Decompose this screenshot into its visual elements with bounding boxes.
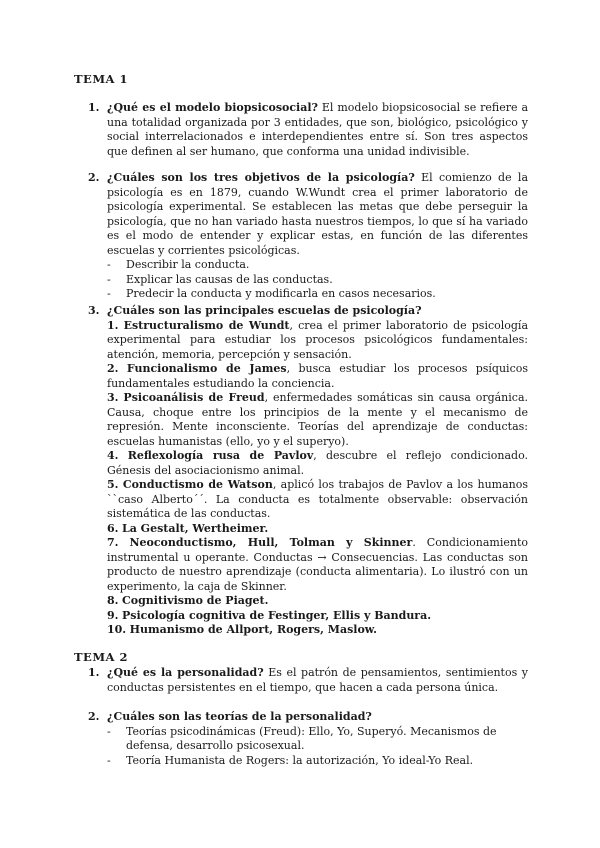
school-description: . Condicionamiento instrumental u operante. Conductas → Consecuencias. Las conductas son producto de nuestro aprendizaje (conducta alimentaria). Lo ilustró con un experimento, la caja de Skinner.	[107, 536, 529, 593]
question-title: ¿Qué es el modelo biopsicosocial?	[107, 101, 318, 114]
school-item	[107, 449, 528, 478]
school-name: Psicología cognitiva de Festinger, Ellis y Bandura.	[121, 608, 432, 622]
question-title: ¿Qué es la personalidad?	[107, 666, 264, 679]
school-description: , busca estudiar los procesos psíquicos fundamentales estudiando la conciencia.	[107, 362, 529, 390]
school-name: Psicoanálisis de Freud	[123, 391, 265, 404]
school-name: Estructuralismo de Wundt	[123, 318, 290, 332]
question-answer: El modelo biopsicosocial se refiere a una totalidad organizada por 3 entidades, que son, biológico, psicológico y social interrelacionados e interdependientes entre sí. Son tres aspectos que definen al ser humano, que conforma una unidad indivisible.	[107, 101, 529, 158]
list-item: - Predecir la conducta y modificarla en casos necesarios.	[107, 287, 528, 302]
school-item	[107, 391, 528, 449]
question-answer: Es el patrón de pensamientos, sentimientos y conductas persistentes en el tiempo, que hacen a cada persona única.	[107, 666, 528, 694]
school-number: 7.	[107, 536, 119, 549]
question-body	[107, 710, 528, 725]
school-description: , enfermedades somáticas sin causa orgánica. Causa, choque entre los principios de la mente y el mecanismo de represión. Mente inconsciente. Teorías del aprendizaje de conductas: escuelas humanistas (ello, yo y el superyo).	[107, 391, 529, 448]
question-body	[107, 304, 528, 319]
school-name: Neoconductismo, Hull, Tolman y Skinner	[129, 536, 413, 549]
question-title: ¿Cuáles son las principales escuelas de psicología?	[107, 304, 422, 317]
question-block-3	[88, 304, 528, 638]
school-item	[107, 536, 528, 594]
school-item	[107, 319, 528, 363]
school-name: La Gestalt, Wertheimer.	[121, 521, 269, 535]
school-name: Cognitivismo de Piaget.	[121, 594, 269, 607]
question-block-2	[88, 171, 528, 302]
school-number: 5.	[107, 478, 119, 491]
question-title: ¿Cuáles son las teorías de la personalidad?	[107, 710, 372, 723]
question-block-t2-2	[88, 710, 528, 768]
question-body	[107, 666, 528, 695]
school-name: Reflexología rusa de Pavlov	[127, 449, 314, 462]
school-description: , aplicó los trabajos de Pavlov a los humanos ``caso Alberto´´. La conducta es totalmente observable: observación sistemática de las conductas.	[107, 478, 529, 520]
school-description: , crea el primer laboratorio de psicología experimental para estudiar los procesos psicológicos fundamentales: atención, memoria, percepción y sensación.	[107, 318, 529, 361]
question-block-t2-1	[88, 666, 528, 695]
school-number: 2.	[107, 362, 119, 375]
school-description: , descubre el reflejo condicionado. Génesis del asociacionismo animal.	[107, 449, 528, 477]
school-number: 1.	[107, 318, 119, 332]
school-item	[107, 623, 528, 638]
tema-2-heading: TEMA 2	[74, 650, 128, 664]
question-number: 3.	[88, 304, 100, 317]
list-item: - Teorías psicodinámicas (Freud): Ello, Yo, Superyó. Mecanismos de defensa, desarrollo psicosexual.	[107, 725, 528, 754]
tema-1-heading: TEMA 1	[74, 72, 128, 86]
objectives-list	[88, 258, 528, 302]
school-item	[107, 362, 528, 391]
school-item	[107, 478, 528, 522]
list-item: - Teoría Humanista de Rogers: la autorización, Yo ideal-Yo Real.	[107, 754, 528, 769]
question-answer: El comienzo de la psicología es en 1879, cuando W.Wundt crea el primer laboratorio de psicología experimental. Se establecen las metas que debe perseguir la psicología, que no han variado hasta nuestros tiempos, lo que sí ha variado es el modo de entender y explicar estas, en función de las diferentes escuelas y corrientes psicológicas.	[107, 171, 529, 257]
school-number: 4.	[107, 449, 119, 462]
school-number: 9.	[107, 608, 119, 622]
question-number: 2.	[88, 171, 100, 184]
school-name: Conductismo de Watson	[122, 478, 273, 491]
school-number: 3.	[107, 391, 119, 404]
question-title: ¿Cuáles son los tres objetivos de la psicología?	[107, 171, 415, 184]
question-number: 1.	[88, 666, 100, 679]
school-item	[107, 609, 528, 624]
theories-list	[88, 725, 528, 769]
school-item	[107, 522, 528, 537]
school-number: 8.	[107, 594, 119, 607]
schools-list	[107, 319, 528, 638]
question-block-1	[88, 101, 528, 159]
school-number: 10.	[107, 623, 127, 636]
question-body	[107, 101, 528, 159]
list-item: - Describir la conducta.	[107, 258, 528, 273]
school-name: Humanismo de Allport, Rogers, Maslow.	[129, 623, 377, 636]
question-number: 1.	[88, 101, 100, 114]
school-name: Funcionalismo de James	[126, 362, 287, 375]
list-item: - Explicar las causas de las conductas.	[107, 273, 528, 288]
question-body	[107, 171, 528, 258]
question-number: 2.	[88, 710, 100, 723]
school-item	[107, 594, 528, 609]
school-number: 6.	[107, 521, 119, 535]
